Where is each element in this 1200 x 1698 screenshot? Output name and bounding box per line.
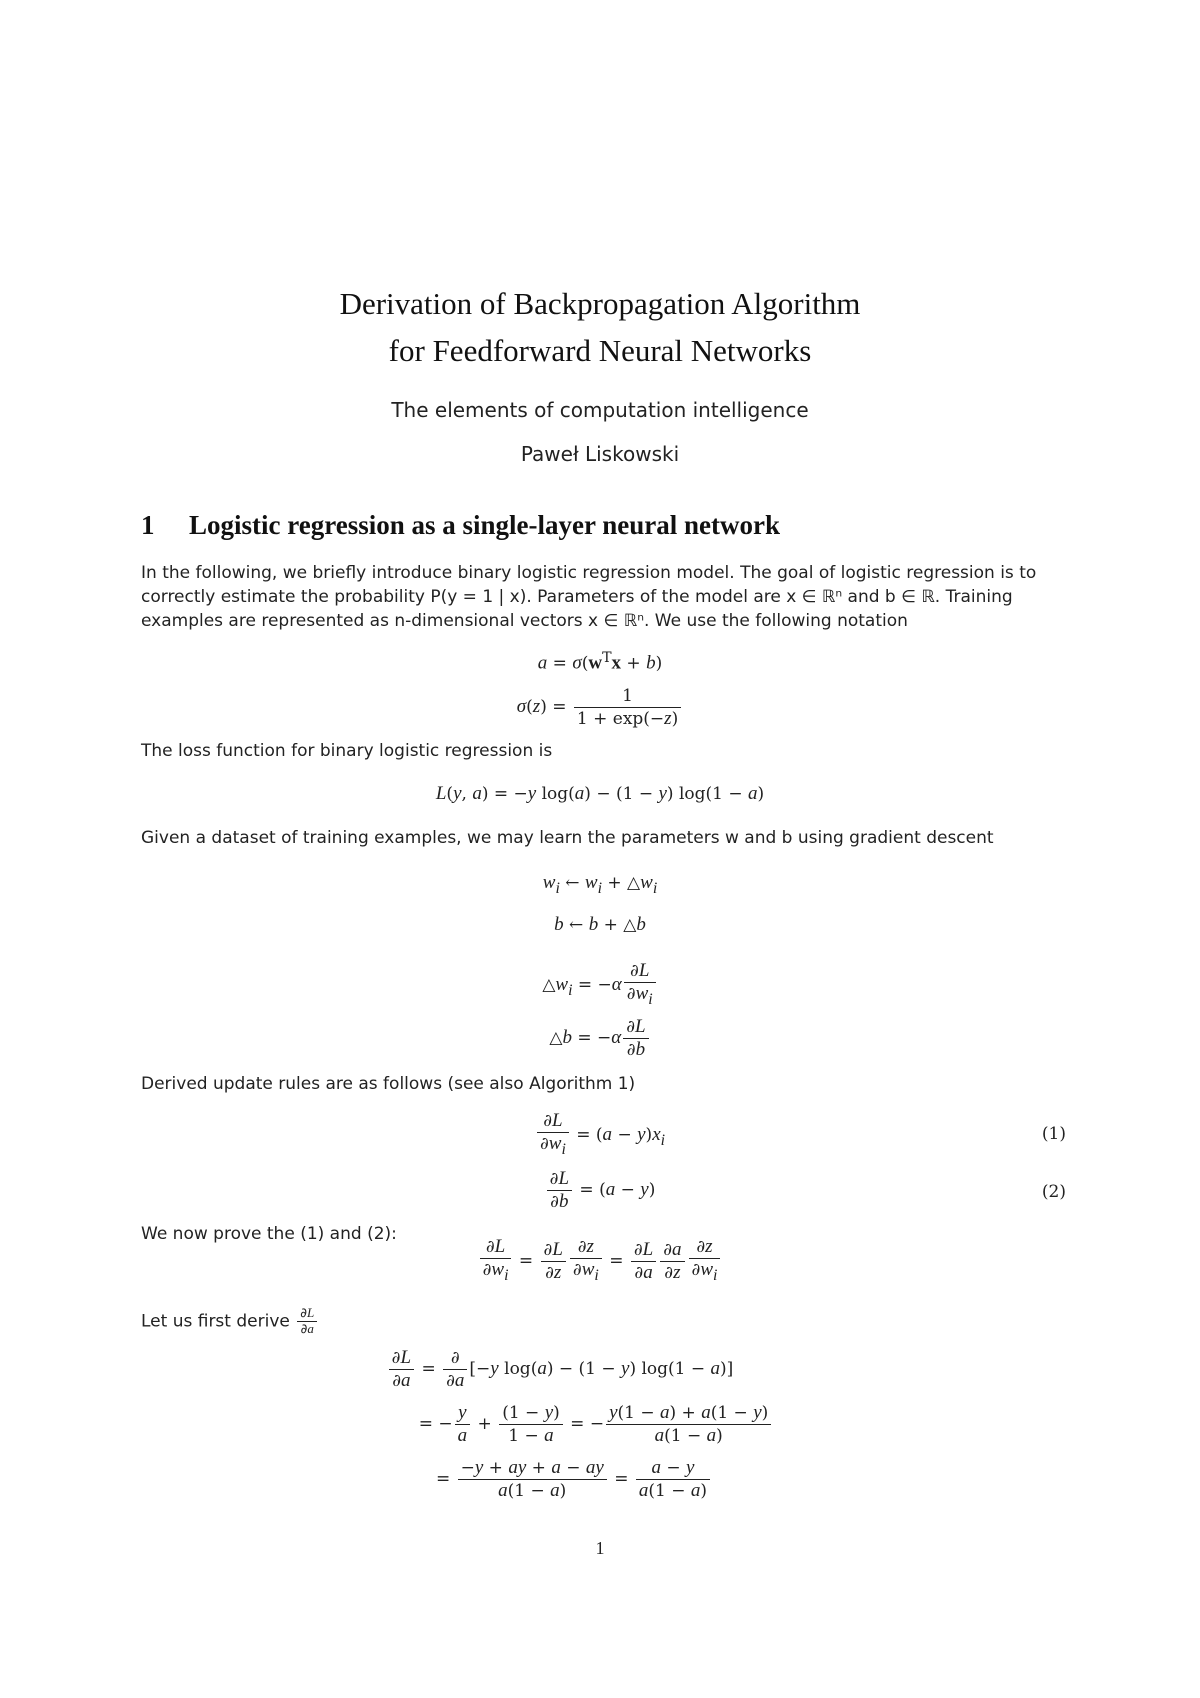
equation-loss: L(y, a) = −y log(a) − (1 − y) log(1 − a) <box>435 783 765 804</box>
equation-sigmoid: σ(z) = $\frac{1}{1 + \exp(-z)}$ <box>0 685 1200 730</box>
title-line-1: Derivation of Backpropagation Algorithm <box>339 286 861 321</box>
prove-intro: We now prove the (1) and (2): <box>141 1224 397 1244</box>
equation-number-2: (2) <box>1041 1182 1066 1202</box>
equation-number-1: (1) <box>1041 1124 1066 1144</box>
equation-update-b: b ← b + △b <box>554 914 646 935</box>
section-heading <box>141 510 780 541</box>
intro-line-2: correctly estimate the probability P(y = 1 | x). Parameters of the model are x ∈ ℝⁿ and b ∈ ℝ. Training <box>141 587 1013 607</box>
author-name: Paweł Liskowski <box>520 442 680 466</box>
dataset-intro: Given a dataset of training examples, we may learn the parameters w and b using gradient descent <box>141 828 994 848</box>
derivation-step-3: = $\frac{-y + ay + a - ay}{a(1 - a)}$ = $\frac{a - y}{a(1 - a)}$ <box>0 1457 1174 1502</box>
title-line-2: for Feedforward Neural Networks <box>388 333 812 368</box>
derivation-step-1: $\frac{\partial L}{\partial a}$ = $\frac{\partial}{\partial a}$ [−y log(a) − (1 − y) log(1 − a)] <box>0 1347 1160 1392</box>
equation-update-w: $w_i$ ← $w_i$ + $\triangle w_i$ <box>542 872 658 897</box>
equation-2: $\frac{\partial L}{\partial b}$ = (a − y) <box>0 1168 1200 1213</box>
first-derive: Let us first derive $\frac{\partial L}{\partial a}$ <box>141 1306 319 1337</box>
intro-line-1: In the following, we briefly introduce binary logistic regression model. The goal of logistic regression is to <box>141 563 1037 583</box>
page-number: 1 <box>595 1538 605 1558</box>
equation-delta-b: △b = −α $\frac{\partial L}{\partial b}$ <box>0 1016 1200 1061</box>
section-title: Logistic regression as a single-layer neural network <box>189 510 780 540</box>
equation-delta-w: $\triangle w_i = -\alpha$ $\frac{\partial L}{\partial w_i}$ <box>0 960 1200 1011</box>
first-derive-text: Let us first derive <box>141 1311 290 1332</box>
equation-1: $\frac{\partial L}{\partial w_i}$ = $(a - y)x_i$ <box>0 1110 1200 1161</box>
section-number: 1 <box>141 510 155 540</box>
derivation-step-2: = − $\frac{y}{a}$ + $\frac{(1 - y)}{1 - a}$ = − $\frac{y(1 - a) + a(1 - y)}{a(1 - a)}$ <box>0 1402 1196 1447</box>
course-name: The elements of computation intelligence <box>391 398 809 422</box>
loss-intro: The loss function for binary logistic regression is <box>141 741 553 761</box>
intro-line-3: examples are represented as n-dimensional vectors x ∈ ℝⁿ. We use the following notation <box>141 611 908 631</box>
equation-activation: $a = \sigma(w^Tx + b)$ <box>537 650 663 674</box>
equation-chain-rule: $\frac{\partial L}{\partial w_i}$ = $\frac{\partial L}{\partial z}$ $\frac{\partial z}{\partial w_i}$ = $\frac{\partial L}{\partial a}$ $\frac{\partial a}{\partial z}$ $\frac{\partial z}{\partial w_i}$ <box>0 1236 1200 1287</box>
derived-intro: Derived update rules are as follows (see also Algorithm 1) <box>141 1074 636 1094</box>
